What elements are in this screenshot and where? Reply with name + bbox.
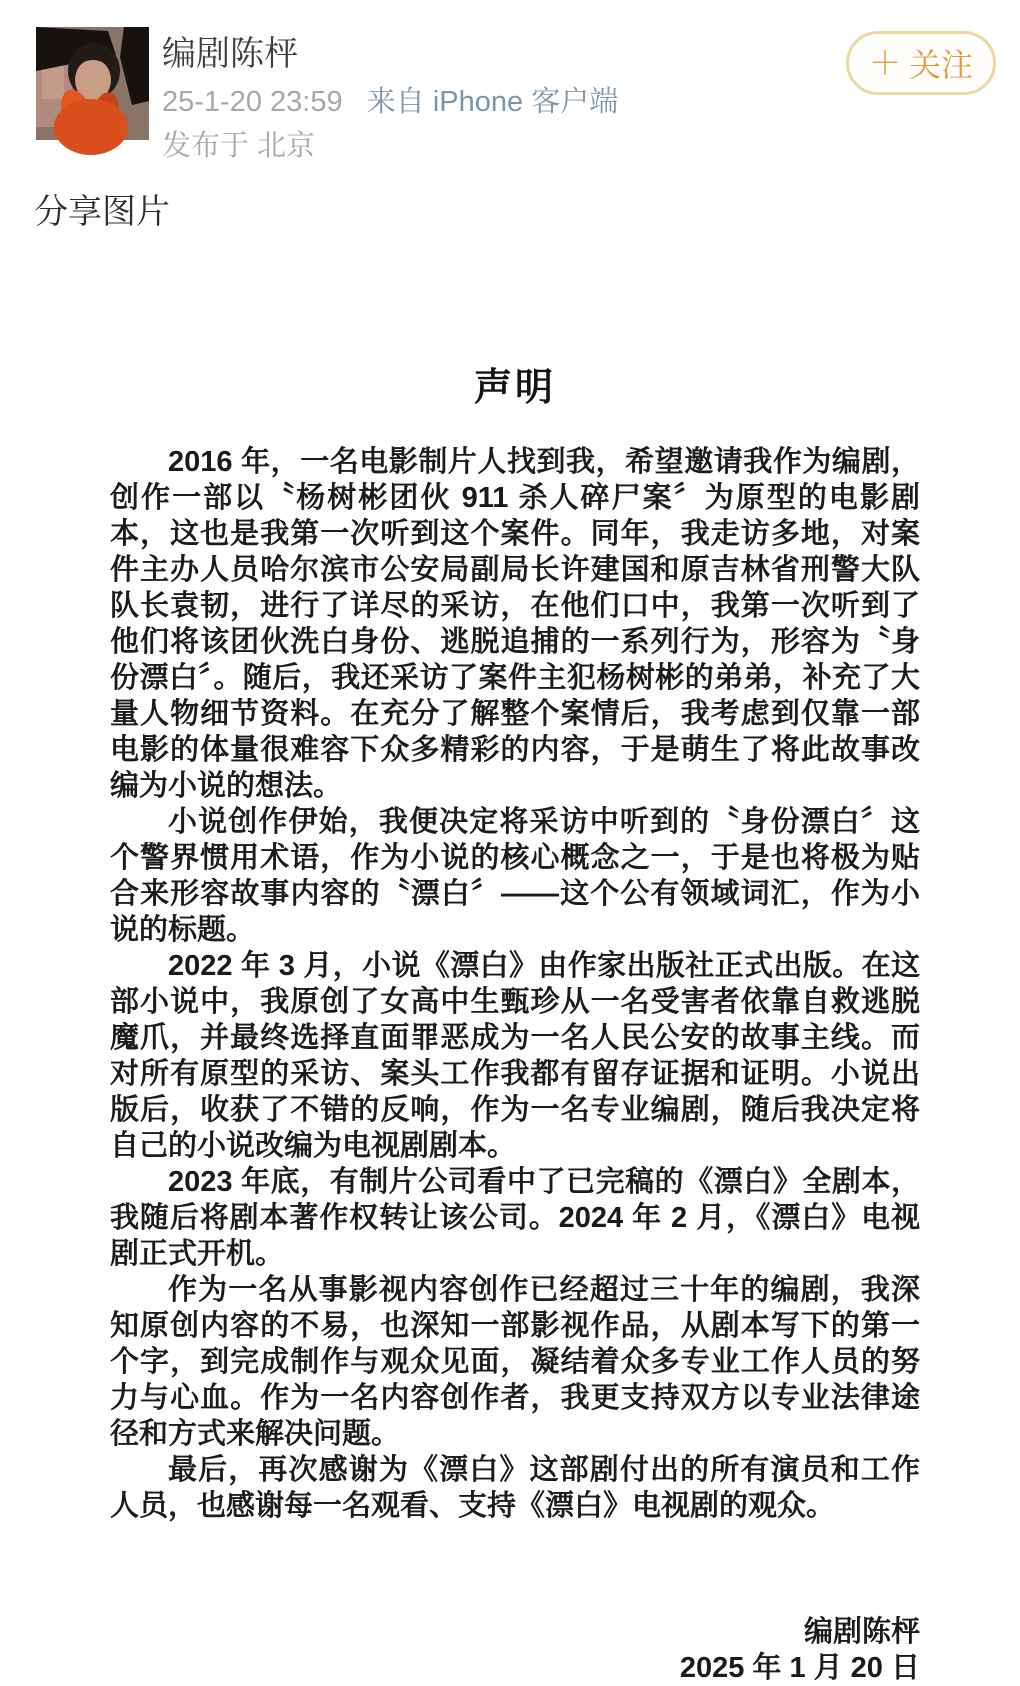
plus-icon: ＋ <box>868 45 901 81</box>
statement-paragraph: 2016 年，一名电影制片人找到我，希望邀请我作为编剧，创作一部以〝杨树彬团伙 911 杀人碎尸案〞为原型的电影剧本，这也是我第一次听到这个案件。同年，我走访多地，对案件主办人员哈尔滨市公安局副局长许建国和原吉林省刑警大队队长袁韧，进行了详尽的采访，在他们口中，我第一次听到了他们将该团伙洗白身份、逃脱追捕的一系列行为，形容为〝身份漂白〞。随后，我还采访了案件主犯杨树彬的弟弟，补充了大量人物细节资料。在充分了解整个案情后，我考虑到仅靠一部电影的体量很难容下众多精彩的内容，于是萌生了将此故事改编为小说的想法。 <box>110 446 920 802</box>
statement-paragraph: 小说创作伊始，我便决定将采访中听到的〝身份漂白〞这个警界惯用术语，作为小说的核心概念之一，于是也将极为贴合来形容故事内容的〝漂白〞——这个公有领域词汇，作为小说的标题。 <box>110 806 920 946</box>
avatar[interactable] <box>36 27 149 140</box>
statement-title: 声明 <box>473 367 556 409</box>
statement-paragraph: 最后，再次感谢为《漂白》这部剧付出的所有演员和工作人员，也感谢每一名观看、支持《漂白》电视剧的观众。 <box>110 1454 920 1522</box>
username[interactable]: 编剧陈枰 <box>162 35 298 73</box>
statement-paragraph: 2022 年 3 月，小说《漂白》由作家出版社正式出版。在这部小说中，我原创了女高中生甄珍从一名受害者依靠自救逃脱魔爪，并最终选择直面罪恶成为一名人民公安的故事主线。而对所有原型的采访、案头工作我都有留存证据和证明。小说出版后，收获了不错的反响，作为一名专业编剧，随后我决定将自己的小说改编为电视剧剧本。 <box>110 950 920 1162</box>
statement-paragraph: 2023 年底，有制片公司看中了已完稿的《漂白》全剧本，我随后将剧本著作权转让该公司。2024 年 2 月，《漂白》电视剧正式开机。 <box>110 1166 920 1270</box>
post-location: 发布于 北京 <box>162 130 316 162</box>
statement-signature: 编剧陈枰 <box>803 1616 920 1648</box>
timestamp: 25-1-20 23:59 <box>162 86 343 118</box>
statement-date: 2025 年 1 月 20 日 <box>679 1652 920 1684</box>
statement-image[interactable] <box>110 368 920 1686</box>
statement-body <box>110 444 920 1524</box>
follow-button-label: 关注 <box>909 47 974 83</box>
avatar-photo <box>36 27 149 140</box>
post-text: 分享图片 <box>34 193 170 231</box>
statement-signature-block <box>110 1614 920 1686</box>
post-meta <box>162 86 618 118</box>
follow-button[interactable] <box>846 31 996 95</box>
statement-paragraph: 作为一名从事影视内容创作已经超过三十年的编剧，我深知原创内容的不易，也深知一部影视作品，从剧本写下的第一个字，到完成制作与观众见面，凝结着众多专业工作人员的努力与心血。作为一名内容创作者，我更支持双方以专业法律途径和方式来解决问题。 <box>110 1274 920 1450</box>
source-link[interactable]: 来自 iPhone 客户端 <box>366 86 619 118</box>
